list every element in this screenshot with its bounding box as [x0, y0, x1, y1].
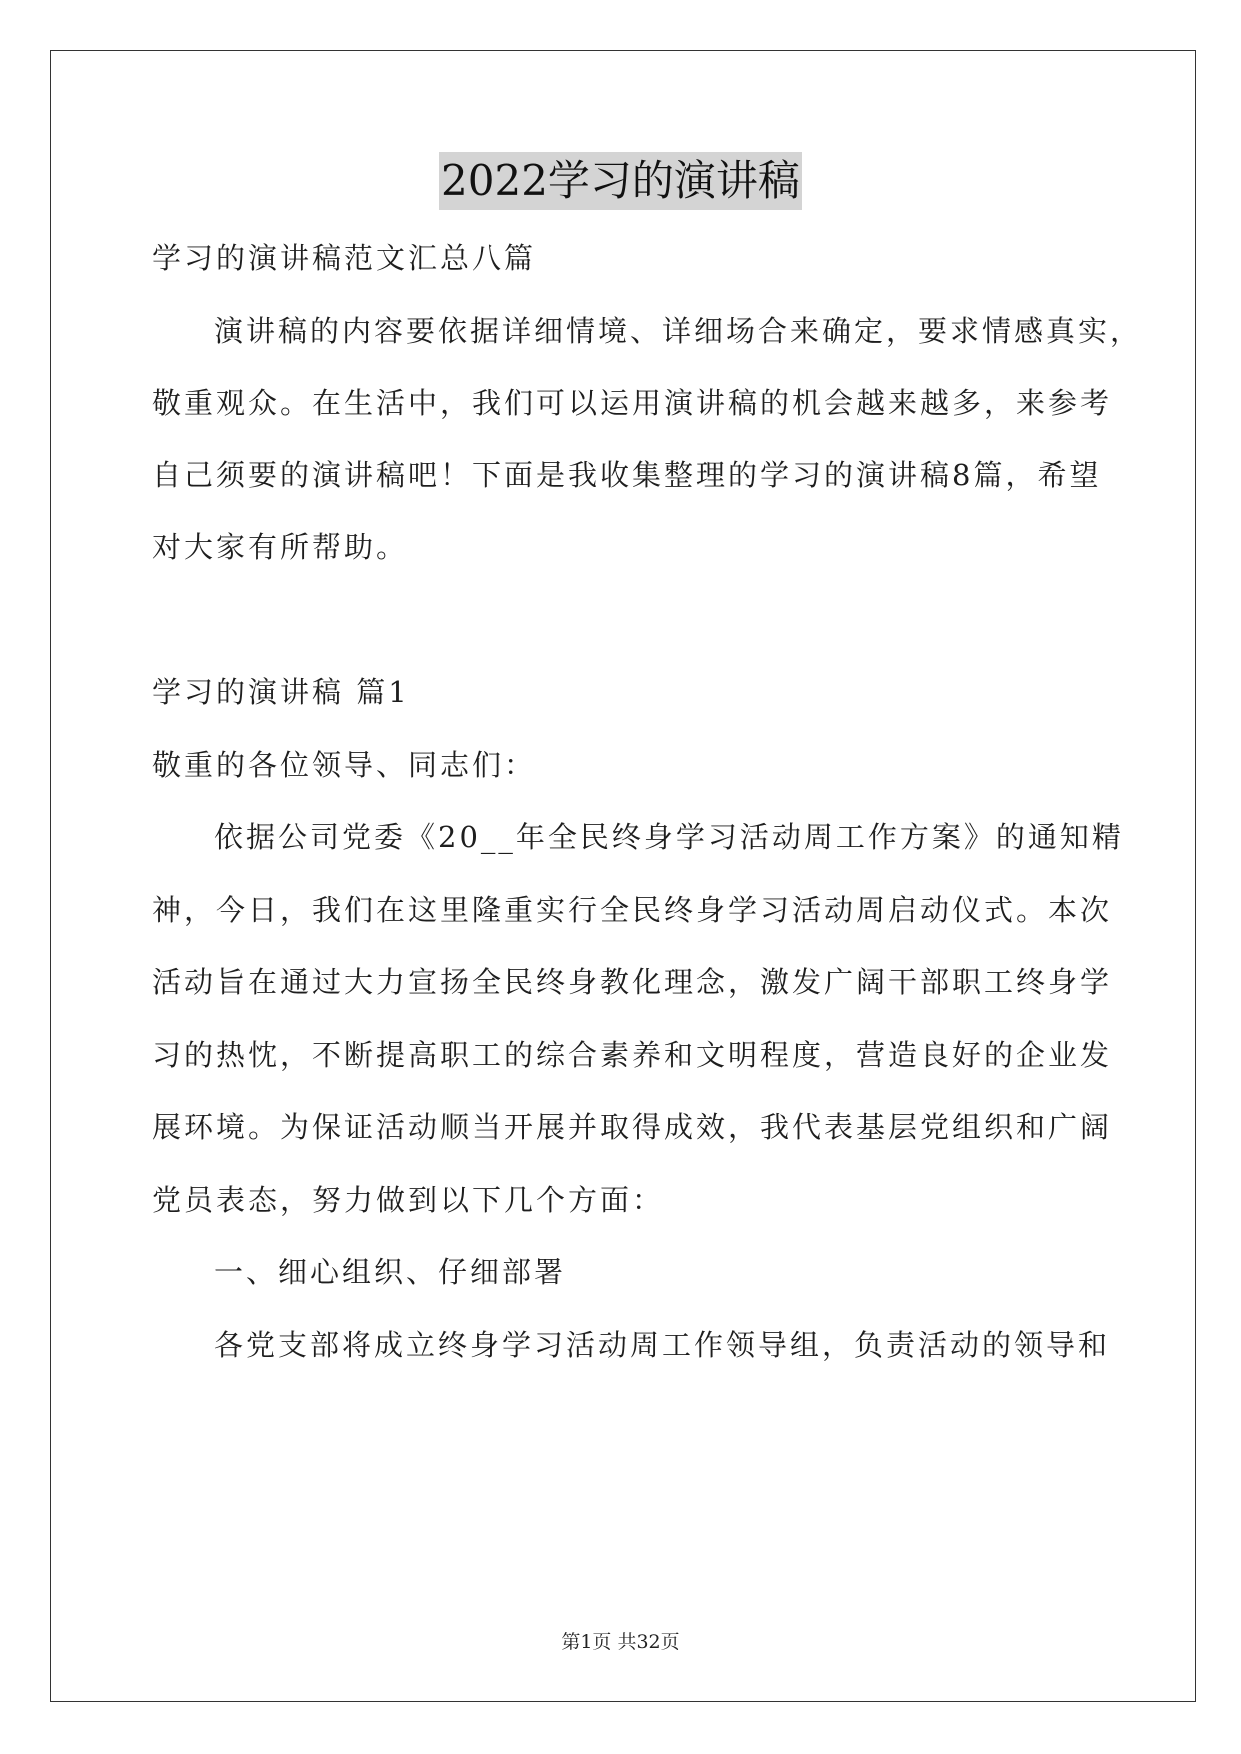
section-heading: 学习的演讲稿 篇1: [152, 675, 410, 709]
intro-line-3: 自己须要的演讲稿吧！下面是我收集整理的学习的演讲稿8篇，希望: [152, 458, 1102, 492]
greeting: 敬重的各位领导、同志们：: [152, 748, 537, 782]
body-line-4: 习的热忱，不断提高职工的综合素养和文明程度，营造良好的企业发: [152, 1038, 1113, 1072]
body-line-2: 神，今日，我们在这里隆重实行全民终身学习活动周启动仪式。本次: [152, 893, 1113, 927]
document-subtitle: 学习的演讲稿范文汇总八篇: [152, 241, 537, 275]
point-heading-1: 一、细心组织、仔细部署: [214, 1255, 567, 1289]
body-line-5: 展环境。为保证活动顺当开展并取得成效，我代表基层党组织和广阔: [152, 1110, 1113, 1144]
page-footer: 第1页 共32页: [561, 1631, 680, 1653]
document-title: 2022学习的演讲稿: [439, 152, 802, 210]
title-wrap: [0, 152, 1241, 210]
point-1-line-1: 各党支部将成立终身学习活动周工作领导组，负责活动的领导和: [214, 1328, 1111, 1362]
intro-line-4: 对大家有所帮助。: [152, 530, 409, 564]
body-line-3: 活动旨在通过大力宣扬全民终身教化理念，激发广阔干部职工终身学: [152, 965, 1113, 999]
page-border: [50, 50, 1196, 1702]
body-line-1: 依据公司党委《20__年全民终身学习活动周工作方案》的通知精: [214, 820, 1124, 854]
body-line-6: 党员表态，努力做到以下几个方面：: [152, 1183, 665, 1217]
intro-line-2: 敬重观众。在生活中，我们可以运用演讲稿的机会越来越多，来参考: [152, 386, 1113, 420]
intro-line-1: 演讲稿的内容要依据详细情境、详细场合来确定，要求情感真实，: [214, 314, 1143, 348]
